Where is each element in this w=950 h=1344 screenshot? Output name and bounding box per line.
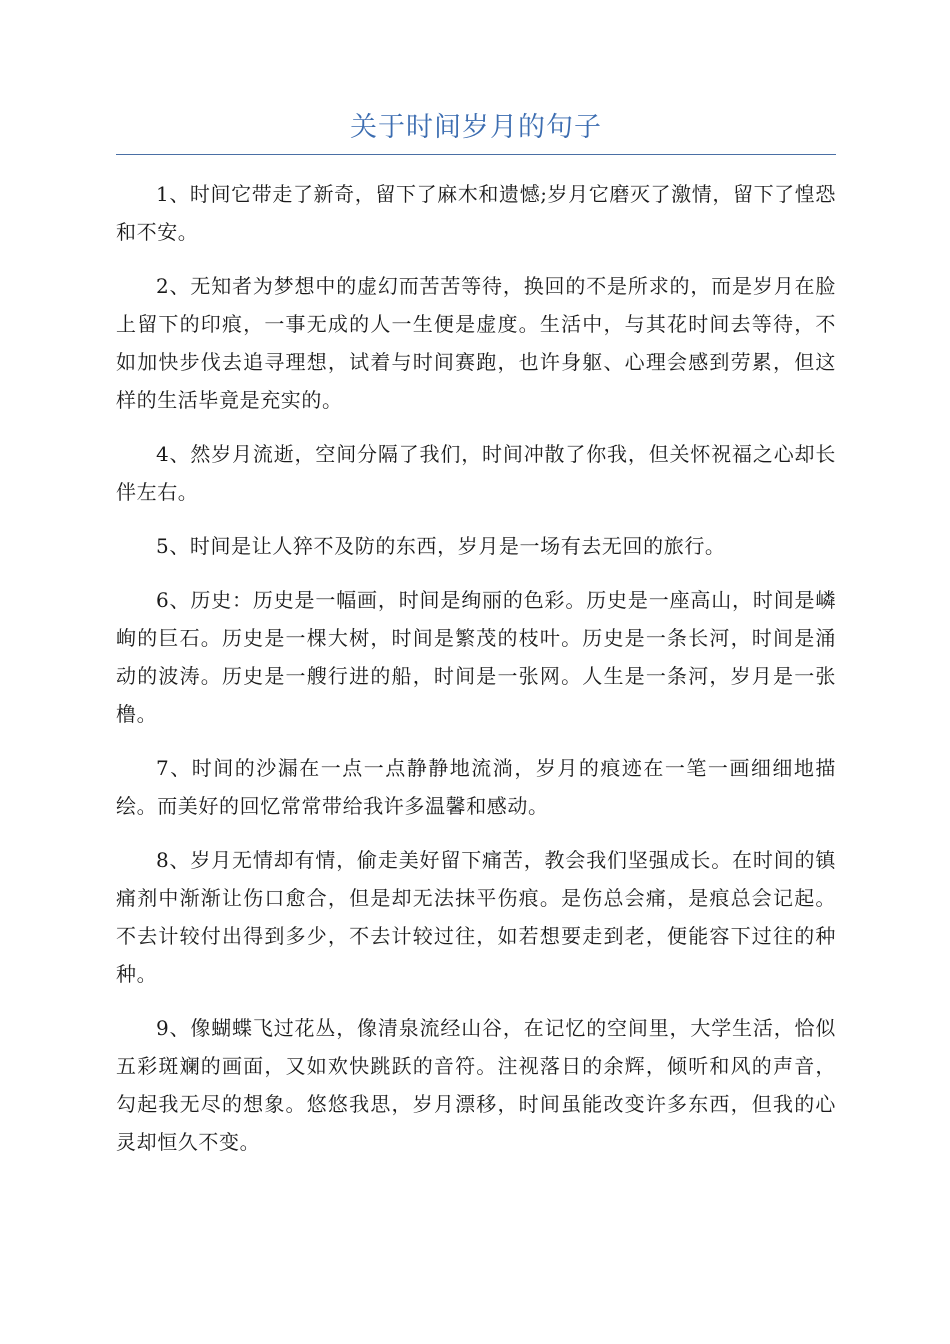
paragraph-8: 8、岁月无情却有情，偷走美好留下痛苦，教会我们坚强成长。在时间的镇痛剂中渐渐让伤口愈合，但是却无法抹平伤痕。是伤总会痛，是痕总会记起。不去计较付出得到多少，不去计较过往，如若想要走到老，便能容下过往的种种。 xyxy=(116,848,836,986)
paragraph-5: 5、时间是让人猝不及防的东西，岁月是一场有去无回的旅行。 xyxy=(156,534,726,558)
paragraph-4: 4、然岁月流逝，空间分隔了我们，时间冲散了你我，但关怀祝福之心却长伴左右。 xyxy=(116,442,836,504)
page-title: 关于时间岁月的句子 xyxy=(350,112,602,143)
paragraph-6: 6、历史：历史是一幅画，时间是绚丽的色彩。历史是一座高山，时间是嶙峋的巨石。历史是一棵大树，时间是繁茂的枝叶。历史是一条长河，时间是涌动的波涛。历史是一艘行进的船，时间是一张网。人生是一条河，岁月是一张橹。 xyxy=(116,588,836,726)
title-block xyxy=(116,108,836,155)
paragraph-7: 7、时间的沙漏在一点一点静静地流淌，岁月的痕迹在一笔一画细细地描绘。而美好的回忆常常带给我许多温馨和感动。 xyxy=(116,756,836,818)
paragraph-9: 9、像蝴蝶飞过花丛，像清泉流经山谷，在记忆的空间里，大学生活，恰似五彩斑斓的画面，又如欢快跳跃的音符。注视落日的余辉，倾听和风的声音，勾起我无尽的想象。悠悠我思，岁月漂移，时间虽能改变许多东西，但我的心灵却恒久不变。 xyxy=(116,1016,836,1154)
paragraph-1: 1、时间它带走了新奇，留下了麻木和遗憾;岁月它磨灭了激情，留下了惶恐和不安。 xyxy=(116,182,836,244)
paragraph-2: 2、无知者为梦想中的虚幻而苦苦等待，换回的不是所求的，而是岁月在脸上留下的印痕，一事无成的人一生便是虚度。生活中，与其花时间去等待，不如加快步伐去追寻理想，试着与时间赛跑，也许身躯、心理会感到劳累，但这样的生活毕竟是充实的。 xyxy=(116,274,836,412)
document-body xyxy=(116,175,836,1177)
